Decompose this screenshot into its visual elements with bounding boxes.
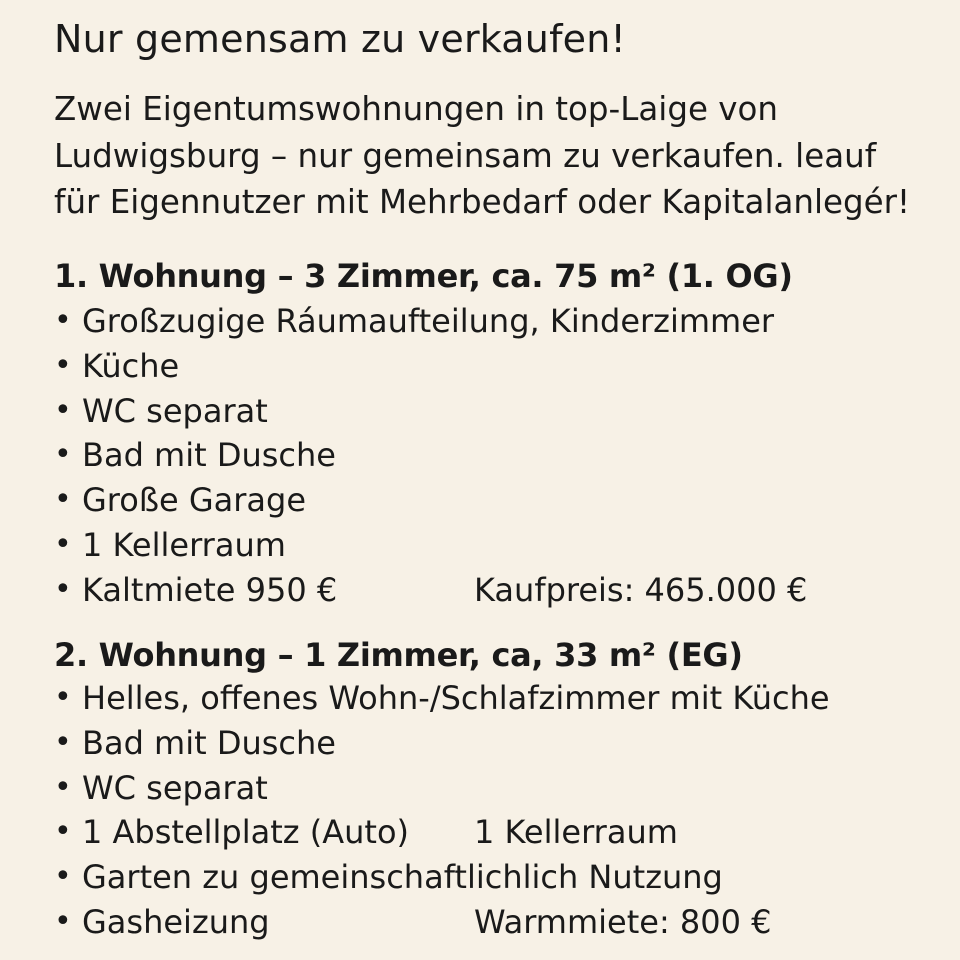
feature-text: 1 Kellerraum <box>82 525 286 564</box>
bullet-icon: • <box>54 769 72 805</box>
bullet-icon: • <box>54 437 72 473</box>
feature-list-item <box>54 721 934 766</box>
bullet-icon: • <box>54 392 72 428</box>
feature-text: Gasheizung <box>82 902 270 941</box>
bullet-icon: • <box>54 571 72 607</box>
feature-text: WC separat <box>82 391 268 430</box>
apartment-1-features-list <box>54 299 934 613</box>
feature-list-item <box>54 433 934 478</box>
feature-text: Helles, offenes Wohn-/Schlafzimmer mit Küche <box>82 679 830 717</box>
feature-text: Bad mit Dusche <box>82 436 336 475</box>
feature-text: 1 Abstellplatz (Auto) <box>82 813 410 852</box>
feature-secondary-text: Kaufpreis: 465.000 € <box>474 570 808 609</box>
feature-text: Großzugige Ráumaufteilung, Kinderzimmer <box>82 302 775 340</box>
feature-text: Kaltmiete 950 € <box>82 570 338 609</box>
feature-list-item <box>54 810 934 855</box>
apartment-1-heading: 1. Wohnung – 3 Zimmer, ca. 75 m² (1. OG) <box>54 257 793 295</box>
feature-list-item <box>54 523 934 568</box>
feature-secondary-text: Warmmiete: 800 € <box>474 902 772 941</box>
bullet-icon: • <box>54 680 72 715</box>
bullet-icon: • <box>54 303 72 338</box>
bullet-icon: • <box>54 724 72 760</box>
feature-list-item <box>54 766 934 811</box>
feature-text: Garten zu gemeinschaftlichlich Nutzung <box>82 858 723 897</box>
intro-line: Ludwigsburg – nur gemeinsam zu verkaufen. leauf <box>54 136 877 175</box>
bullet-icon: • <box>54 814 72 850</box>
feature-text: Große Garage <box>82 481 307 520</box>
feature-text: Bad mit Dusche <box>82 723 336 762</box>
intro-line: für Eigennutzer mit Mehrbedarf oder Kapitalanlegér! <box>54 183 911 221</box>
page-title: Nur gemensam zu verkaufen! <box>54 17 626 61</box>
feature-list-item <box>54 344 934 389</box>
feature-list-item <box>54 299 934 344</box>
feature-list-item <box>54 676 934 721</box>
apartment-2-heading: 2. Wohnung – 1 Zimmer, ca, 33 m² (EG) <box>54 636 743 674</box>
bullet-icon: • <box>54 482 72 518</box>
feature-list-item <box>54 855 934 900</box>
intro-line: Zwei Eigentumswohnungen in top-Laige von <box>54 90 778 128</box>
intro-paragraph <box>54 86 954 226</box>
feature-list-item <box>54 389 934 434</box>
bullet-icon: • <box>54 903 72 939</box>
apartment-2-features-list <box>54 676 934 945</box>
feature-list-item <box>54 900 934 945</box>
feature-list-item <box>54 568 934 613</box>
bullet-icon: • <box>54 859 72 895</box>
feature-text: WC separat <box>82 768 268 807</box>
bullet-icon: • <box>54 526 72 562</box>
feature-secondary-text: 1 Kellerraum <box>474 813 678 852</box>
bullet-icon: • <box>54 347 72 383</box>
feature-list-item <box>54 478 934 523</box>
feature-text: Küche <box>82 346 180 385</box>
